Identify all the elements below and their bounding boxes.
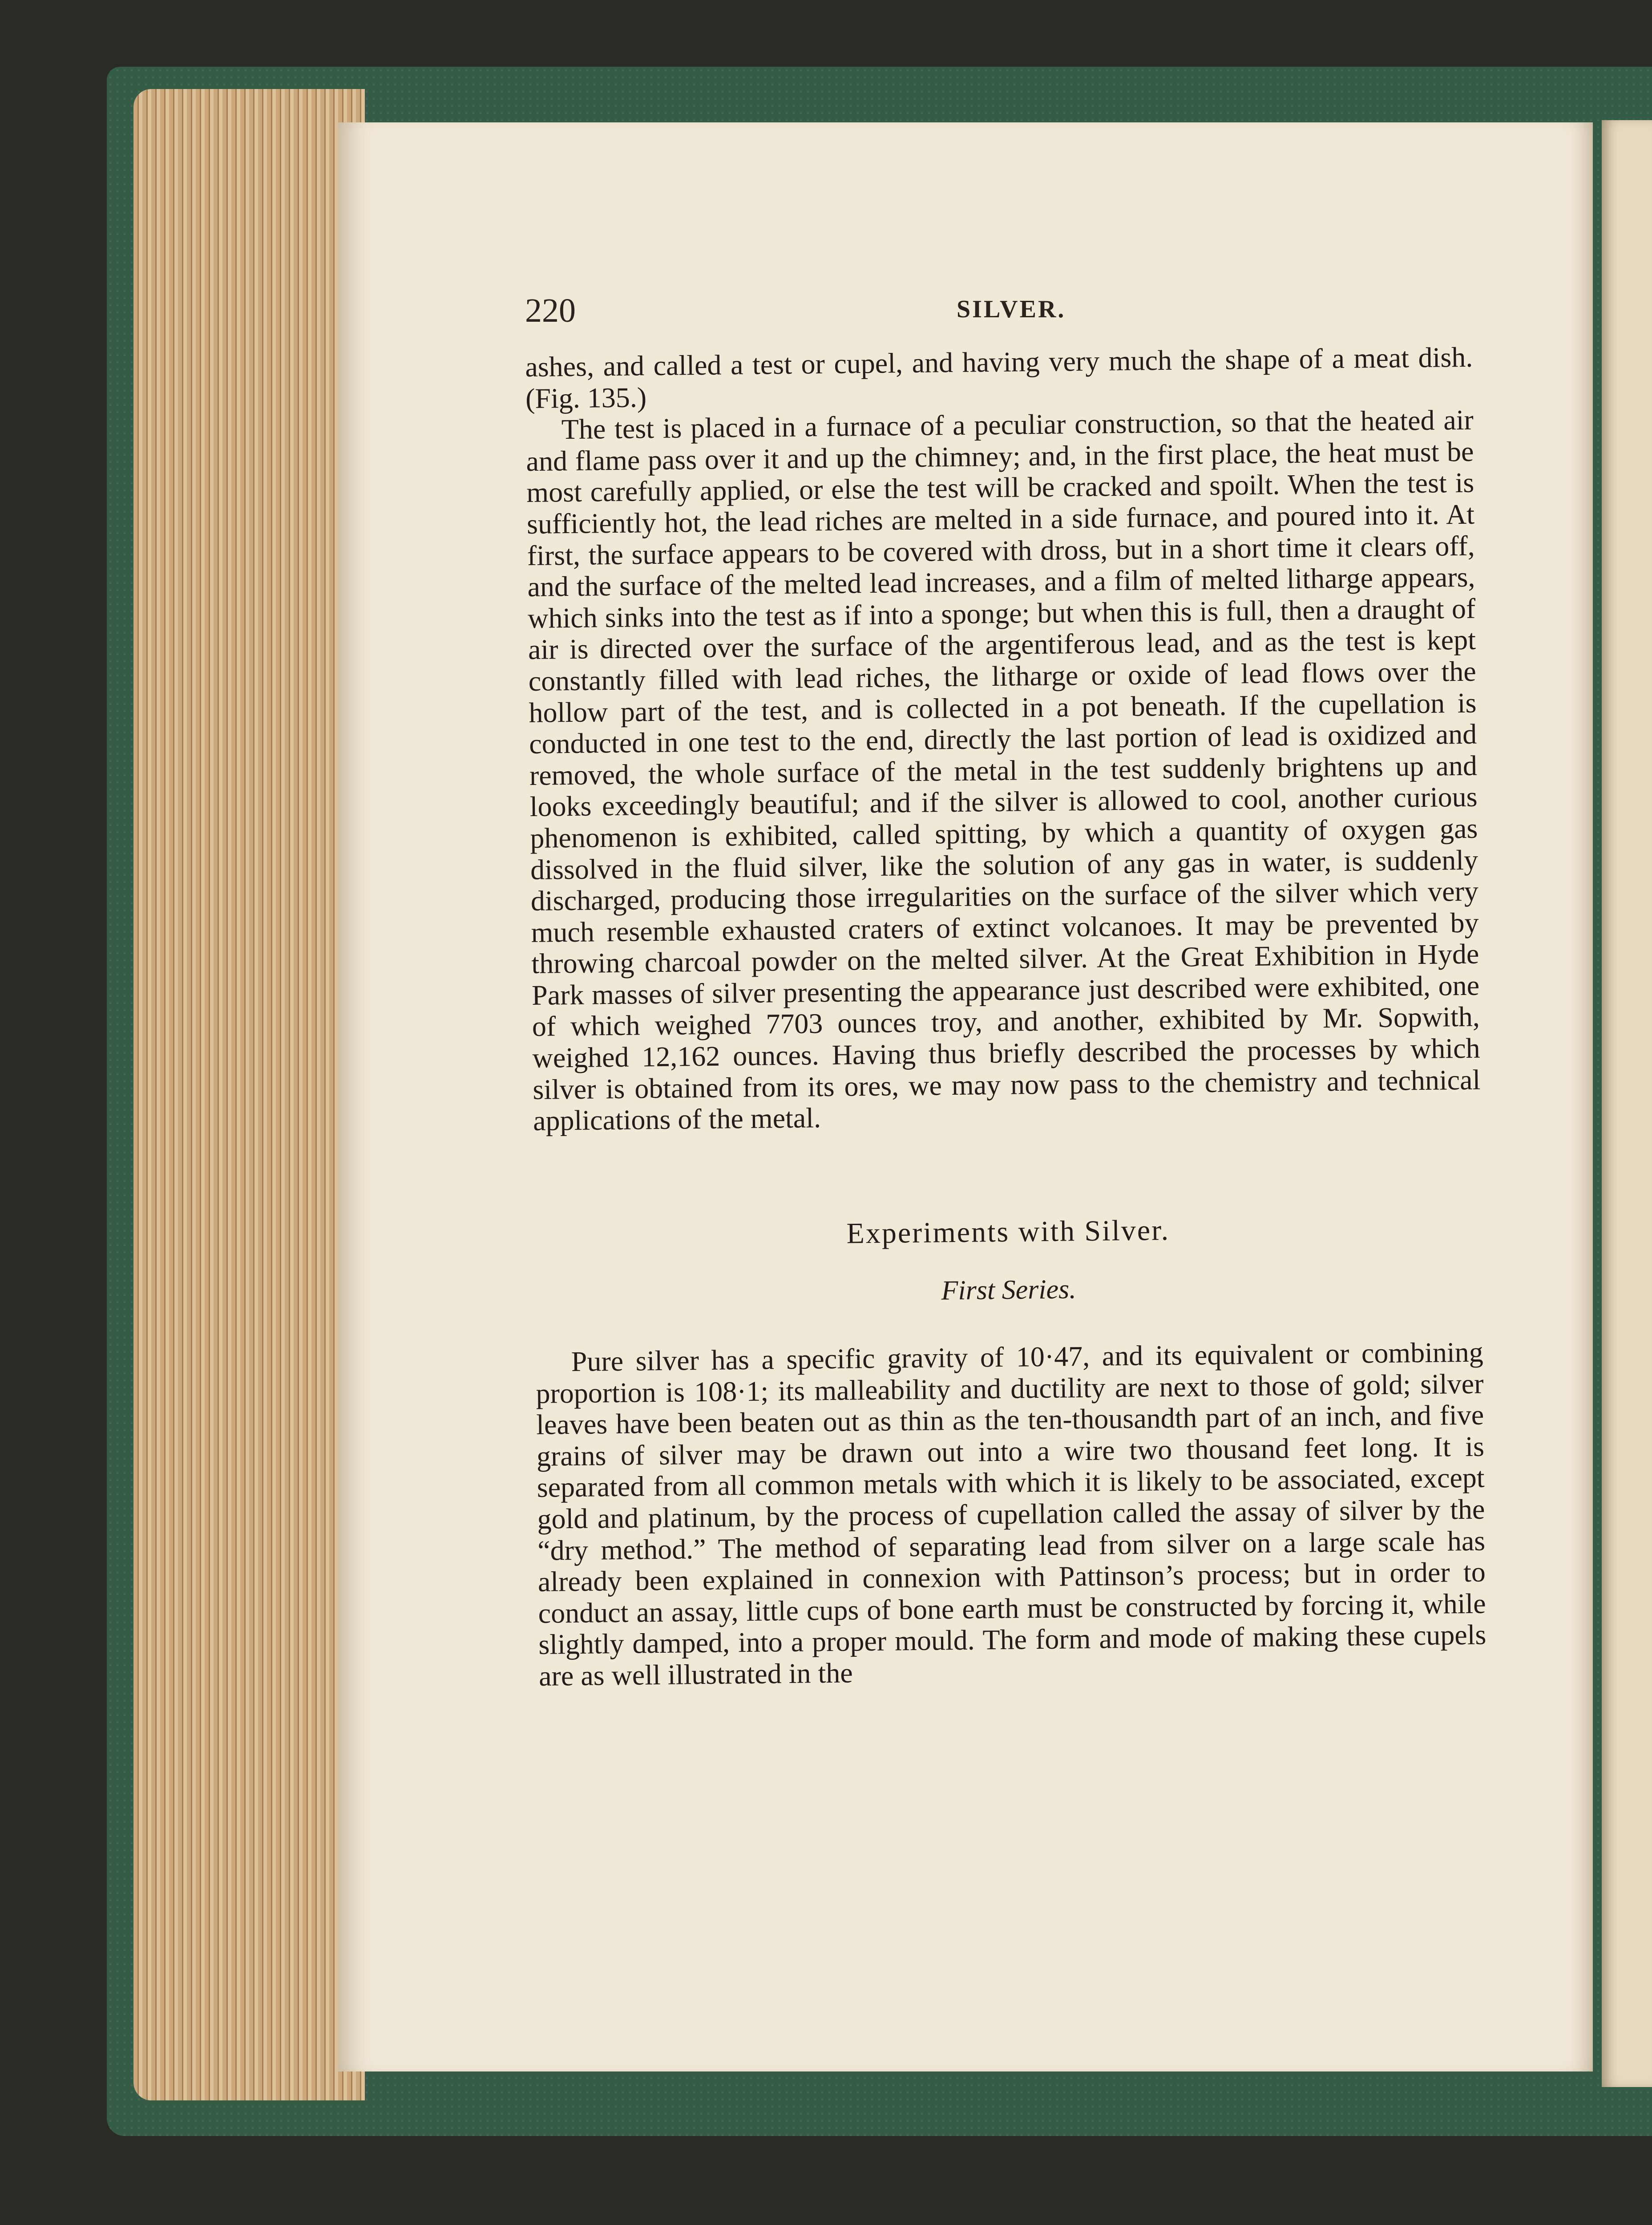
paragraph: ashes, and called a test or cupel, and having very much the shape of a meat dish. (Fig. 135.)	[525, 341, 1473, 414]
section-heading: Experiments with Silver.	[846, 1214, 1170, 1250]
page-header	[525, 291, 1482, 334]
facing-page-edge	[1602, 120, 1652, 2087]
page-number: 220	[525, 292, 576, 329]
page-edges	[133, 89, 365, 2100]
section-subheading: First Series.	[941, 1274, 1077, 1306]
page-body	[525, 342, 1486, 1692]
running-title: SILVER.	[957, 295, 1066, 323]
paragraph: Pure silver has a specific gravity of 10·47, and its equivalent or combining proportion is 108·1; its malleability and ductility are next to those of gold; silver leaves have been beaten out as thin as the ten-thousandth part of an inch, and five grains of silver may be drawn out into a wire two thousand feet long. It is separated from all common metals with which it is likely to be associated, except gold and platinum, by the process of cupellation called the assay of silver by the “dry method.” The method of separating lead from silver on a large scale has already been explained in connexion with Pattinson’s process; but in order to conduct an assay, little cups of bone earth must be constructed by forcing it, while slightly damped, into a proper mould. The form and mode of making these cupels are as well illustrated in the	[536, 1336, 1486, 1692]
paragraph: The test is placed in a furnace of a peculiar construction, so that the heated air and flame pass over it and up the chimney; and, in the first place, the heat must be most carefully applied, or else the test will be cracked and spoilt. When the test is sufficiently hot, the lead riches are melted in a side furnace, and poured into it. At first, the surface appears to be covered with dross, but in a short time it clears off, and the surface of the melted lead increases, and a film of melted litharge appears, which sinks into the test as if into a sponge; but when this is full, then a draught of air is directed over the surface of the argentiferous lead, and as the test is kept constantly filled with lead riches, the litharge or oxide of lead flows over the hollow part of the test, and is collected in a pot beneath. If the cupellation is conducted in one test to the end, directly the last portion of lead is oxidized and removed, the whole surface of the metal in the test suddenly brightens up and looks exceedingly beautiful; and if the silver is allowed to cool, another curious phenomenon is exhibited, called spitting, by which a quantity of oxygen gas dissolved in the fluid silver, like the solution of any gas in water, is suddenly discharged, producing those irregularities on the surface of the silver which very much resemble exhausted craters of extinct volcanoes. It may be prevented by throwing charcoal powder on the melted silver. At the Great Exhibition in Hyde Park masses of silver presenting the appearance just described were exhibited, one of which weighed 7703 ounces troy, and another, exhibited by Mr. Sopwith, weighed 12,162 ounces. Having thus briefly described the processes by which silver is obtained from its ores, we may now pass to the chemistry and technical applications of the metal.	[526, 404, 1481, 1137]
